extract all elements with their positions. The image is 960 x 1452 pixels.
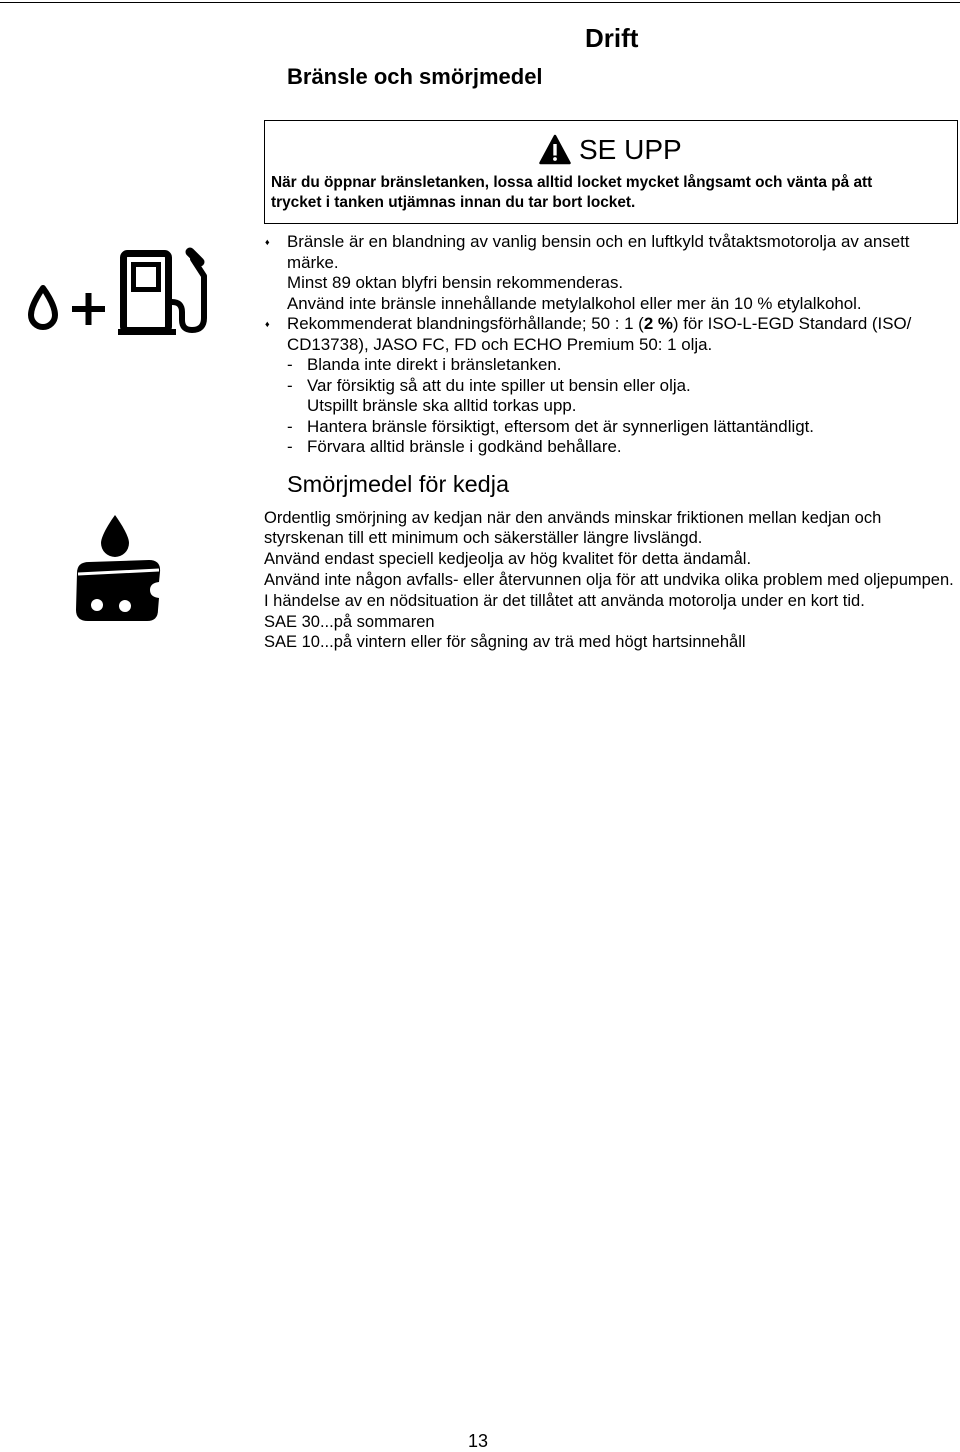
list-item-text — [287, 314, 911, 335]
paragraph-line: I händelse av en nödsituation är det tillåtet att använda motorolja under en kort tid. — [264, 591, 865, 610]
list-item — [265, 314, 955, 335]
sub-list-item-text: Förvara alltid bränsle i godkänd behållare. — [307, 437, 622, 456]
list-item-continuation — [265, 294, 955, 315]
warning-text-line: När du öppnar bränsletanken, lossa alltid locket mycket långsamt och vänta på att — [271, 174, 873, 191]
bullet-marker: ♦ — [265, 319, 270, 329]
oil-drop-icon — [31, 288, 55, 327]
paragraph-line: SAE 10...på vintern eller för sågning av trä med högt hartsinnehåll — [264, 633, 746, 652]
sub-list-item-text: Var försiktig så att du inte spiller ut bensin eller olja. — [307, 375, 691, 395]
list-item-text: Minst 89 oktan blyfri bensin rekommenderas. — [287, 273, 624, 292]
mix-ratio-standard: ) för ISO-L-EGD Standard (ISO/ — [672, 314, 912, 333]
mix-ratio-percent: 2 % — [643, 314, 673, 333]
sub-list-item-text: Hantera bränsle försiktigt, eftersom det är synnerligen lättantändligt. — [307, 416, 814, 436]
sub-list-item-text: Blanda inte direkt i bränsletanken. — [307, 355, 562, 374]
fuel-mix-icon — [20, 240, 220, 340]
sub-list-item — [265, 376, 955, 397]
list-item-text: Använd inte bränsle innehållande metylalkohol eller mer än 10 % etylalkohol. — [287, 293, 862, 313]
warning-text — [271, 173, 872, 213]
sub-list-item — [265, 417, 955, 438]
dash-marker: - — [287, 416, 293, 436]
bullet-marker: ♦ — [265, 237, 270, 247]
section-title: Drift — [585, 23, 639, 53]
sub-list-item-text: Utspillt bränsle ska alltid torkas upp. — [307, 396, 577, 415]
fuel-instructions — [265, 232, 955, 458]
sub-list-item — [265, 355, 955, 376]
list-item-continuation — [265, 273, 955, 294]
warning-triangle-icon — [539, 134, 571, 165]
list-item — [265, 232, 955, 253]
dash-marker: - — [287, 437, 293, 456]
sub-list-item-continuation — [265, 396, 955, 417]
page-number: 13 — [467, 1431, 489, 1451]
warning-text-line: trycket i tanken utjämnas innan du tar bort locket. — [271, 194, 636, 211]
paragraph-line: Ordentlig smörjning av kedjan när den används minskar friktionen mellan kedjan och — [264, 508, 882, 527]
top-rule — [0, 2, 960, 3]
page-heading: Bränsle och smörjmedel — [287, 64, 543, 89]
chain-oil-text — [264, 508, 954, 654]
saw-chain-icon — [76, 560, 160, 621]
list-item-continuation — [265, 253, 955, 274]
chain-oil-icon — [70, 510, 165, 625]
warning-box — [264, 120, 958, 224]
sub-list-item — [265, 437, 955, 458]
plus-icon — [72, 293, 105, 325]
paragraph-line: styrskenan till ett minimum och säkerställer längre livslängd. — [264, 529, 703, 548]
warning-label: SE UPP — [579, 134, 682, 165]
paragraph-line: Använd inte någon avfalls- eller återvunnen olja för att undvika olika problem med oljepumpen. — [264, 570, 954, 589]
list-item-text: märke. — [287, 252, 339, 272]
list-item-continuation — [265, 335, 955, 356]
paragraph-line: SAE 30...på sommaren — [264, 612, 435, 631]
dash-marker: - — [287, 375, 293, 395]
paragraph-line: Använd endast speciell kedjeolja av hög kvalitet för detta ändamål. — [264, 550, 752, 569]
fuel-pump-icon — [118, 252, 204, 332]
list-item-text: CD13738), JASO FC, FD och ECHO Premium 50: 1 olja. — [287, 334, 713, 354]
list-item-text: Bränsle är en blandning av vanlig bensin och en luftkyld tvåtaktsmotorolja av ansett — [287, 232, 910, 251]
dash-marker: - — [287, 355, 293, 374]
oil-drop-icon — [101, 515, 129, 557]
chain-oil-heading: Smörjmedel för kedja — [287, 471, 510, 497]
mix-ratio-text: Rekommenderat blandningsförhållande; 50 : 1 ( — [287, 314, 644, 333]
